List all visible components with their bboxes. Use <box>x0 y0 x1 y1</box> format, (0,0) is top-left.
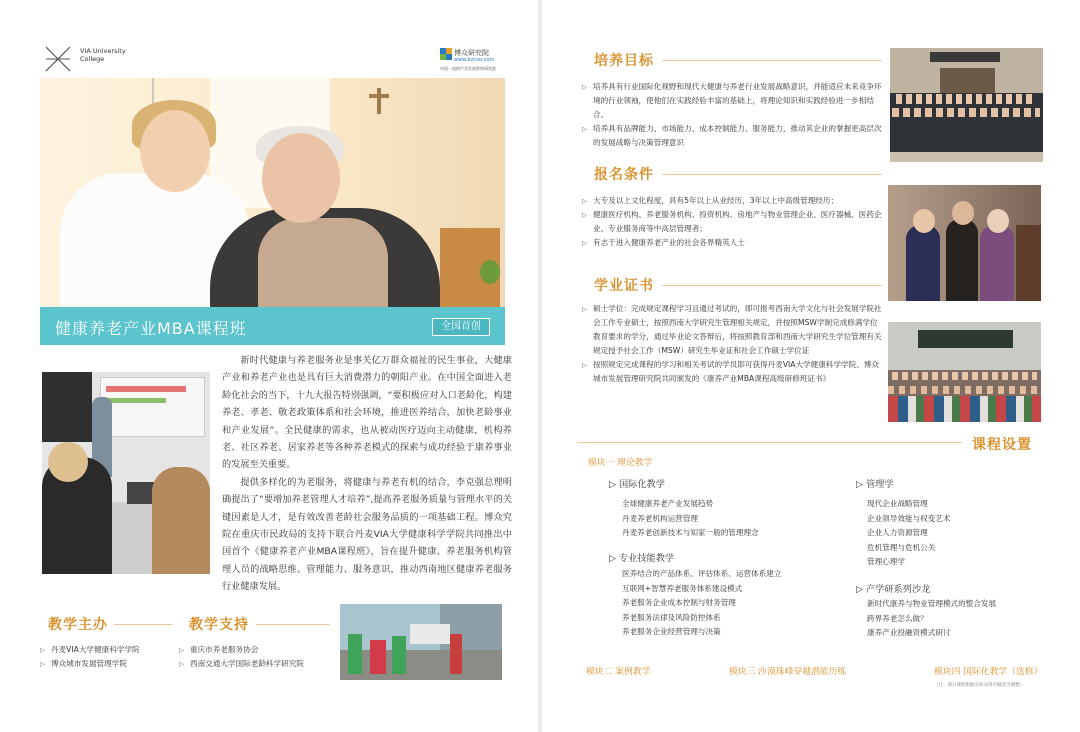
list-item: ▷ 有志于进入健康养老产业的社会各界精英人士 <box>582 236 882 250</box>
list-item: 养老服务法律及风险防控体系 <box>622 612 721 622</box>
divider <box>114 624 172 625</box>
enrollment-title: 报名条件 <box>594 167 654 183</box>
module-3-heading: 模块三 沙漠珠峰穿越潜能历练 <box>729 667 847 677</box>
category-4 <box>856 581 930 595</box>
list-item: ▷ 重庆市养老服务协会 <box>179 643 339 657</box>
list-item: ▷ 大专及以上文化程度，具有5年以上从业经历，3年以上中高级管理经历； <box>582 194 882 208</box>
divider <box>662 60 882 61</box>
triangle-icon: ▷ <box>856 479 866 490</box>
list-item: 管理心理学 <box>867 557 905 567</box>
title-badge: 全国首创 <box>432 318 490 336</box>
bozhong-name: 博众研究院 <box>454 49 489 57</box>
left-page <box>0 0 538 732</box>
training-goals-title: 培养目标 <box>594 53 654 69</box>
category-title <box>856 476 894 490</box>
enrollment-list <box>582 194 882 250</box>
category-label: 国际化教学 <box>619 479 665 490</box>
list-item: 全球健康养老产业发展趋势 <box>622 499 714 508</box>
category-title <box>856 581 930 595</box>
list-item: 现代企业战略管理 <box>867 499 928 508</box>
intro-paragraph-2: 提供多样化的为老服务，将健康与养老有机的结合，李克强总理明确提出了“要增加养老管理人才培养”,提高养老服务质量与管理水平的关键因素是人才，是有效改善老龄社会服务品质的一项基础工程。博众究院在重庆市民政局的支持下联合丹麦VIA大学健康科学学院共同推出中国首个《健康养老产业MBA课程班》，旨在提升健康、养老服务机构管理人员的战略思维、管理能力、服务意识，推动西南地区健康养老服务行业健康发展。 <box>222 476 512 593</box>
list-item: ▷ 培养具有品牌能力、市场能力、成本控制能力、服务能力，推动其企业的掌握更高层次的发展战略与决策管理意识 <box>582 122 882 150</box>
cross-icon <box>377 88 381 114</box>
bozhong-logo-icon <box>440 48 452 60</box>
list-item: 医养结合的产品体系、评估体系、运营体系建立 <box>622 569 782 578</box>
category-2 <box>609 550 674 564</box>
group-photo-1 <box>890 48 1043 162</box>
intro-paragraph-1: 新时代健康与养老服务业是事关亿万群众福祉的民生事业，大健康产业和养老产业也是具有巨大消费潜力的朝阳产业。在中国全面进入老龄化社会的当下，十九大报告特别强调，“要积极应对人口老龄化，构建养老、孝老、敬老政策体系和社会环境，推进医养结合，加快老龄事业和产业发展”。全民健康的需求，也从被动医疗迈向主动健康，机构养老、社区养老、居家养老等各种养老模式的探索与成功经验于康养事业的发展至关重要。 <box>222 355 512 471</box>
list-item: 危机管理与危机公关 <box>867 542 936 552</box>
category-title <box>609 550 674 564</box>
list-item: ▷ 按照规定完成课程的学习和相关考试的学员即可获得丹麦VIA大学健康科学学院、博众城市发展管理研究院共同颁发的《康养产业MBA课程高级研修班证书》 <box>582 358 882 386</box>
divider <box>578 442 962 443</box>
list-item: 养老服务企业经营管理与决策 <box>622 627 721 637</box>
category-label: 专业技能教学 <box>619 553 675 564</box>
hero-photo <box>40 78 505 308</box>
curriculum-footnote: （注：部分课程根据实际安排可做适当调整） <box>934 683 1024 688</box>
divider <box>256 624 330 625</box>
page-title: 健康养老产业MBA课程班 <box>55 319 247 338</box>
bozhong-url: www.bzcoo.com <box>454 57 495 63</box>
intro-text <box>222 352 512 596</box>
list-item: ▷ 丹麦VIA大学健康科学学院 <box>40 643 190 657</box>
group-photo-3 <box>888 322 1041 422</box>
bozhong-slogan: 中国一流的产业发展智库研究院 <box>440 66 496 71</box>
module-1-heading: 模块一 理论教学 <box>588 458 653 468</box>
category-3 <box>856 476 894 490</box>
curriculum-title: 课程设置 <box>972 437 1032 453</box>
right-page <box>542 0 1080 732</box>
divider <box>662 285 882 286</box>
category-label: 管理学 <box>866 479 894 490</box>
triangle-icon: ▷ <box>856 584 866 595</box>
training-goals-list <box>582 80 882 150</box>
list-item: 企业领导效能与权变艺术 <box>867 513 951 523</box>
category-2-list <box>622 567 862 640</box>
classroom-photo <box>42 372 210 574</box>
category-3-list <box>867 497 1067 570</box>
list-item: 互联网+智慧养老服务体系建设模式 <box>622 583 743 593</box>
activity-photo <box>340 604 502 680</box>
list-item: 丹麦养老机构运营管理 <box>622 513 698 523</box>
teaching-host-list <box>40 643 190 671</box>
module-2-heading: 模块二 案例教学 <box>586 667 651 677</box>
via-logo-line1: VIA University <box>80 47 126 55</box>
list-item: ▷ 硕士学位：完成规定课程学习且通过考试的，即可报考西南大学文化与社会发展学院社会工作专业硕士，按照西南大学研究生管理相关规定，并按照MSW学制完成修满学位教育要求的学分，通过毕业论文答辩后，将按照教育部和西南大学研究生学位管理有关规定授予社会工作（MSW）研究生毕业证和社会工作硕士学位证 <box>582 302 882 358</box>
category-label: 产学研系列沙龙 <box>866 584 931 595</box>
via-logo-text <box>80 47 150 63</box>
teaching-host-title: 教学主办 <box>48 617 108 633</box>
group-photo-2 <box>888 185 1041 301</box>
triangle-icon: ▷ <box>609 553 619 564</box>
teaching-support-list <box>179 643 339 671</box>
list-item: 康养产业投融资模式研讨 <box>867 628 951 638</box>
list-item: ▷ 博众城市发展管理学院 <box>40 657 190 671</box>
list-item: 丹麦养老创新技术与知家一般的管理理念 <box>622 528 759 538</box>
triangle-icon: ▷ <box>609 479 619 490</box>
divider <box>662 174 882 175</box>
certificate-title: 学业证书 <box>594 278 654 294</box>
list-item: 跨界养老怎么做？ <box>867 613 928 623</box>
list-item: 新时代康养与物业管理模式的整合发展 <box>867 599 997 608</box>
category-4-list <box>867 597 1067 641</box>
list-item: 养老服务企业成本控制与财务管理 <box>622 598 736 608</box>
certificate-list <box>582 302 882 386</box>
list-item: ▷ 西南交通大学国际老龄科学研究院 <box>179 657 339 671</box>
category-1-list <box>622 497 852 541</box>
via-logo-line2: College <box>80 55 105 63</box>
module-4-heading: 模块四 国际化教学（选修） <box>934 667 1043 677</box>
list-item: ▷ 培养具有行业国际化视野和现代大健康与养老行业发展战略意识，并能适应未来竞争环境的行业领袖，使他们在实践经验丰富的基础上，将理论知识和实践经验进一步相结合。 <box>582 80 882 122</box>
list-item: ▷ 健康医疗机构、养老服务机构、投资机构、房地产与物业管理企业、医疗器械、医药企业、专业服务商等中高层管理者； <box>582 208 882 236</box>
category-title <box>609 476 665 490</box>
list-item: 企业人力资源管理 <box>867 528 928 538</box>
category-1 <box>609 476 665 490</box>
teaching-support-title: 教学支持 <box>189 617 249 633</box>
